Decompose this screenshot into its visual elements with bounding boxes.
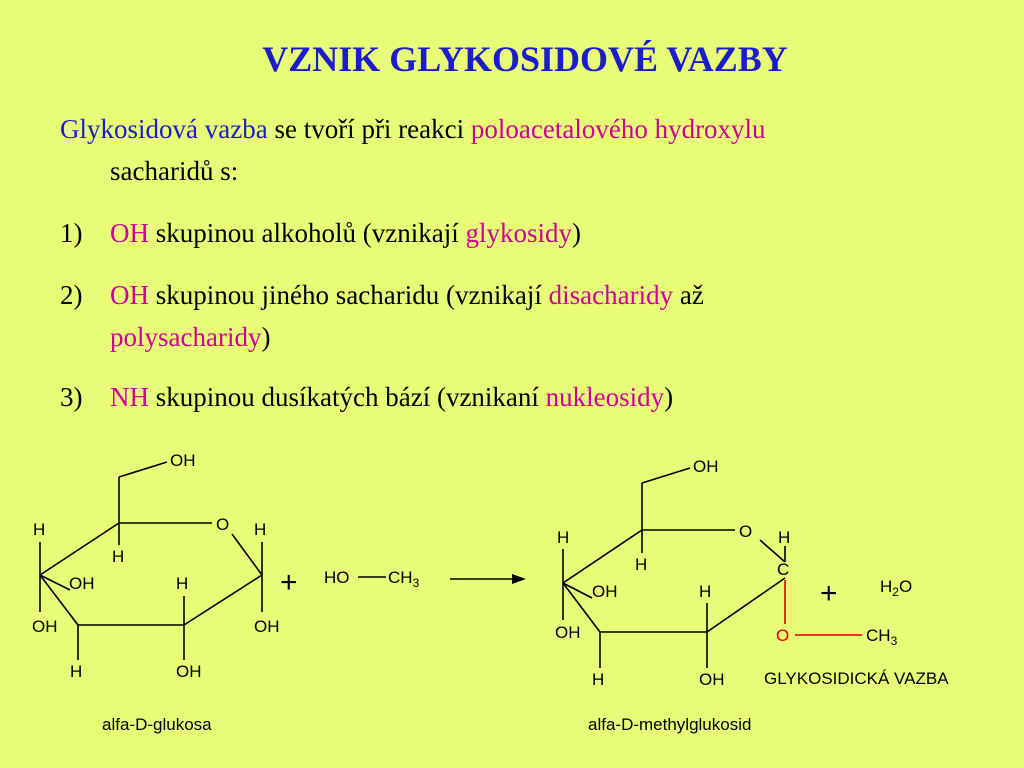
label-ch3 xyxy=(866,626,898,648)
subscript-3: 3 xyxy=(890,634,898,648)
label-h: H xyxy=(254,520,267,539)
group-nh: NH xyxy=(110,382,149,412)
label-oh: OH xyxy=(693,457,719,476)
label-oh: OH xyxy=(254,617,280,636)
item-end: ) xyxy=(571,218,581,248)
list-number: 2) xyxy=(60,280,83,310)
term-glykosidy: glykosidy xyxy=(465,218,572,248)
label-h: H xyxy=(635,555,648,574)
label-o: O xyxy=(898,577,913,596)
label-h: H xyxy=(778,528,791,547)
plus-sign: + xyxy=(820,577,838,610)
subscript-2: 2 xyxy=(892,585,899,599)
item-end: ) xyxy=(664,382,674,412)
label-h: H xyxy=(557,528,570,547)
label-oh: OH xyxy=(176,662,202,681)
subscript-3: 3 xyxy=(412,576,420,590)
product-bonds xyxy=(563,468,785,668)
page-title: VZNIK GLYKOSIDOVÉ VAZBY xyxy=(262,39,788,79)
label-h: H xyxy=(33,520,46,539)
label-h2o xyxy=(880,577,912,599)
label-ho: HO xyxy=(324,568,350,587)
label-oh: OH xyxy=(592,582,618,601)
label-ch: CH xyxy=(866,626,891,645)
glucose-bonds xyxy=(40,462,386,660)
intro-text: se tvoří při reakci xyxy=(267,114,471,144)
label-ring-o: O xyxy=(739,522,753,541)
label-ch3 xyxy=(388,568,420,590)
label-oh: OH xyxy=(170,451,196,470)
label-h: H xyxy=(699,582,712,601)
label-h: H xyxy=(176,574,189,593)
intro-line-2: sacharidů s: xyxy=(110,156,239,186)
product-label: alfa-D-methylglukosid xyxy=(588,715,752,734)
label-h: H xyxy=(592,670,605,689)
label-oh: OH xyxy=(69,574,95,593)
plus-sign: + xyxy=(280,566,298,599)
item-end: až xyxy=(673,280,704,310)
item-text: skupinou alkoholů (vznikají xyxy=(149,218,466,248)
item-text: skupinou jiného sacharidu (vznikají xyxy=(149,280,549,310)
label-h: H xyxy=(70,662,83,681)
reaction-arrow xyxy=(450,574,526,584)
glucose-label: alfa-D-glukosa xyxy=(102,715,212,734)
item-text: skupinou dusíkatých bází (vznikaní xyxy=(149,382,546,412)
group-oh: OH xyxy=(110,280,149,310)
term-glykosidova-vazba: Glykosidová vazba xyxy=(60,114,268,144)
group-oh: OH xyxy=(110,218,149,248)
term-poloacetaloveho-hydroxylu: poloacetalového hydroxylu xyxy=(470,114,766,144)
label-oh: OH xyxy=(699,670,725,689)
label-c: C xyxy=(777,560,790,579)
label-oh: OH xyxy=(555,623,581,642)
term-disacharidy: disacharidy xyxy=(548,280,674,310)
list-number: 1) xyxy=(60,218,83,248)
label-ring-o: O xyxy=(216,515,230,534)
label-glycosidic-o: O xyxy=(776,626,790,645)
label-h: H xyxy=(112,547,125,566)
term-nukleosidy: nukleosidy xyxy=(545,382,665,412)
term-polysacharidy: polysacharidy xyxy=(110,322,262,352)
bond-label: GLYKOSIDICKÁ VAZBA xyxy=(764,669,949,688)
item-end: ) xyxy=(261,322,271,352)
list-number: 3) xyxy=(60,382,83,412)
label-h: H xyxy=(880,577,893,596)
label-ch: CH xyxy=(388,568,413,587)
label-oh: OH xyxy=(32,617,58,636)
